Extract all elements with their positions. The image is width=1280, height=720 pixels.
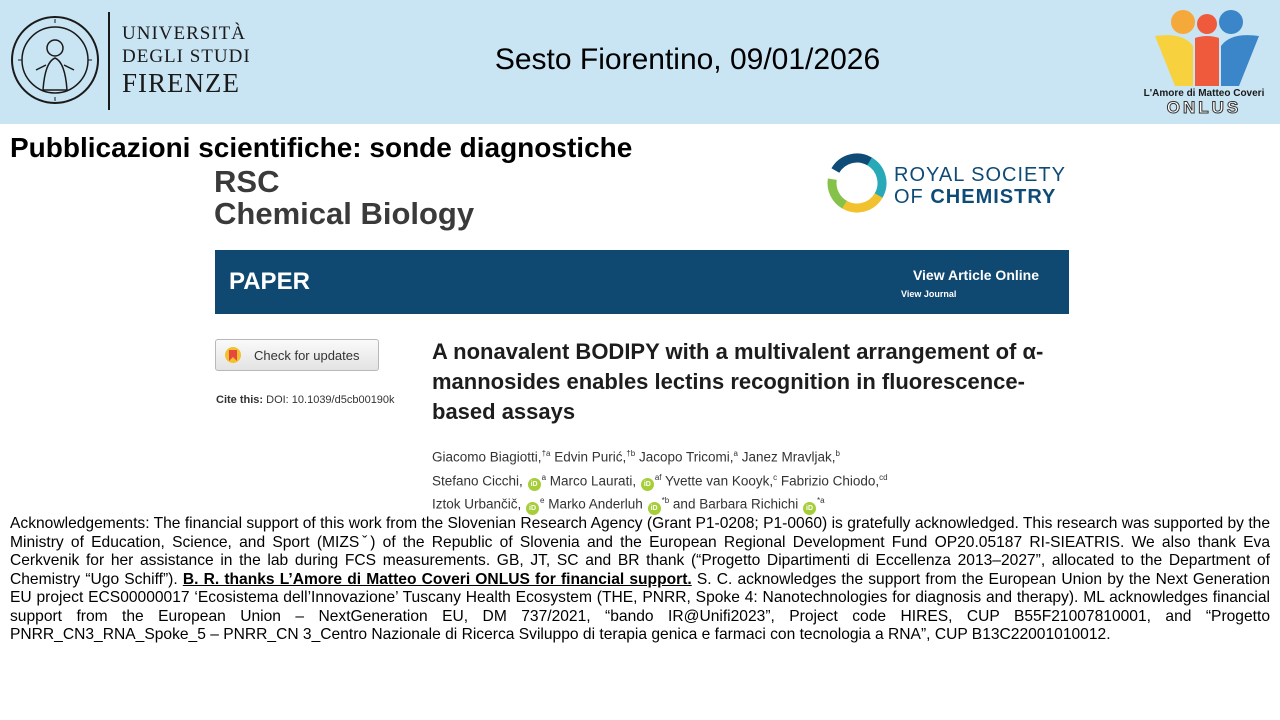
check-for-updates-button[interactable] xyxy=(215,339,379,371)
cite-doi[interactable]: DOI: 10.1039/d5cb00190k xyxy=(263,394,395,406)
author-affiliation: a xyxy=(733,449,738,458)
university-name-line3: FIRENZE xyxy=(122,68,240,98)
rsc-logo-of: OF xyxy=(894,186,931,208)
author-affiliation: a xyxy=(541,472,547,482)
author-line xyxy=(432,491,888,515)
acknowledgements-text-continued: S. C. acknowledges the support from the European Union by the Next Generation EU project ECS00000017 ‘Ecosistema dell’Innovazione’ Tuscany Health Ecosystem (THE, PNRR, Spoke 4: Nanotechnologies for diagnosis and therapy). ML acknowledges financial support from the European Union – NextGeneration EU, DM 737/2021, “bando IR@Unifi2023”, Project code HIRES, CUP B55F21007810001, and “Progetto PNRR_CN3_RNA_Spoke_5 – PNRR_CN 3_Centro Nazionale di Ricerca Sviluppo di terapia genica e farmaci con tecnologia a RNA”, CUP B13C22001010012. xyxy=(10,570,1270,643)
author-line xyxy=(432,468,888,492)
author-name: Jacopo Tricomi, xyxy=(638,449,734,465)
author-affiliation: †a xyxy=(541,449,551,458)
university-name-line2: DEGLI STUDI xyxy=(122,46,251,67)
author-affiliation: cd xyxy=(879,472,888,482)
date-heading: Sesto Fiorentino, 09/01/2026 xyxy=(494,43,881,76)
university-name-line1: UNIVERSITÀ xyxy=(122,23,246,44)
author-name: Iztok Urbančič, xyxy=(432,496,522,512)
cite-label: Cite this: xyxy=(216,394,264,406)
university-name xyxy=(122,24,251,97)
onlus-word: ONLUS xyxy=(1166,98,1242,117)
author-name: Janez Mravljak, xyxy=(741,449,836,465)
author-name: and Barbara Richichi xyxy=(672,496,799,512)
author-line xyxy=(432,444,888,468)
orcid-icon[interactable]: iD xyxy=(803,502,816,515)
author-affiliation: e xyxy=(540,496,545,505)
author-name: Edvin Purić, xyxy=(554,449,627,465)
author-affiliation: c xyxy=(773,472,778,482)
orcid-icon[interactable]: iD xyxy=(528,478,541,491)
article-title: A nonavalent BODIPY with a multivalent arrangement of α-mannosides enables lectins recognition in fluorescence-based assays xyxy=(432,339,1044,424)
author-name: Fabrizio Chiodo, xyxy=(780,473,880,488)
paper-banner xyxy=(215,250,1069,314)
rsc-logo-line1: ROYAL SOCIETY xyxy=(894,164,1066,186)
rsc-logo-text xyxy=(894,164,1066,208)
author-list xyxy=(432,444,888,515)
rsc-logo-icon xyxy=(826,148,888,218)
acknowledgements-emphasis: B. R. thanks L’Amore di Matteo Coveri ONLUS for financial support. xyxy=(182,570,692,588)
orcid-icon[interactable]: iD xyxy=(526,502,539,515)
view-article-online-link[interactable]: View Article Online xyxy=(912,267,1039,283)
author-name: Marko Anderluh xyxy=(548,496,643,512)
view-journal-link[interactable]: View Journal xyxy=(901,289,957,299)
acknowledgements-text: Acknowledgements: The financial support of this work from the Slovenian Research Agency (Grant P1-0208; P1-0060) is gratefully acknowledged. This research was supported by the Ministry of Education, Science, and Sport (MIZSˇ) of the Republic of Slovenia and the European Regional Development Fund OP20.05187 RI-SIEATRIS. We also thank Eva Cerkvenik for her assistance in the lab during FCS measurements. GB, JT, SC and BR thank (“Progetto Dipartimenti di Eccellenza 2013–2027”, allocated to the Department of Chemistry “Ugo Schiff”). xyxy=(10,515,1270,588)
author-name: Yvette van Kooyk, xyxy=(665,473,774,488)
journal-name xyxy=(214,166,474,230)
rsc-logo-line2: CHEMISTRY xyxy=(930,186,1057,208)
slide-title: Pubblicazioni scientifiche: sonde diagnostiche xyxy=(10,132,633,163)
logo-divider xyxy=(108,12,110,110)
orcid-icon[interactable]: iD xyxy=(648,502,661,515)
paper-type-label: PAPER xyxy=(229,268,310,295)
author-name: Stefano Cicchi, xyxy=(432,473,523,488)
onlus-name: L'Amore di Matteo Coveri xyxy=(1143,88,1265,99)
author-affiliation: af xyxy=(654,472,662,482)
university-seal-icon xyxy=(10,10,100,110)
author-affiliation: b xyxy=(835,449,840,458)
acknowledgements-paragraph xyxy=(10,515,1270,645)
check-for-updates-label: Check for updates xyxy=(254,348,360,363)
author-name: Marco Laurati, xyxy=(549,473,637,488)
cite-this xyxy=(216,394,395,406)
bookmark-icon xyxy=(224,346,242,364)
orcid-icon[interactable]: iD xyxy=(641,478,654,491)
author-name: Giacomo Biagiotti, xyxy=(432,449,542,465)
journal-name-line2: Chemical Biology xyxy=(214,196,475,231)
author-affiliation: †b xyxy=(626,449,636,458)
header-banner xyxy=(0,0,1280,124)
author-affiliation: *b xyxy=(661,496,670,505)
journal-name-line1: RSC xyxy=(214,164,280,199)
author-affiliation: *a xyxy=(817,496,825,505)
